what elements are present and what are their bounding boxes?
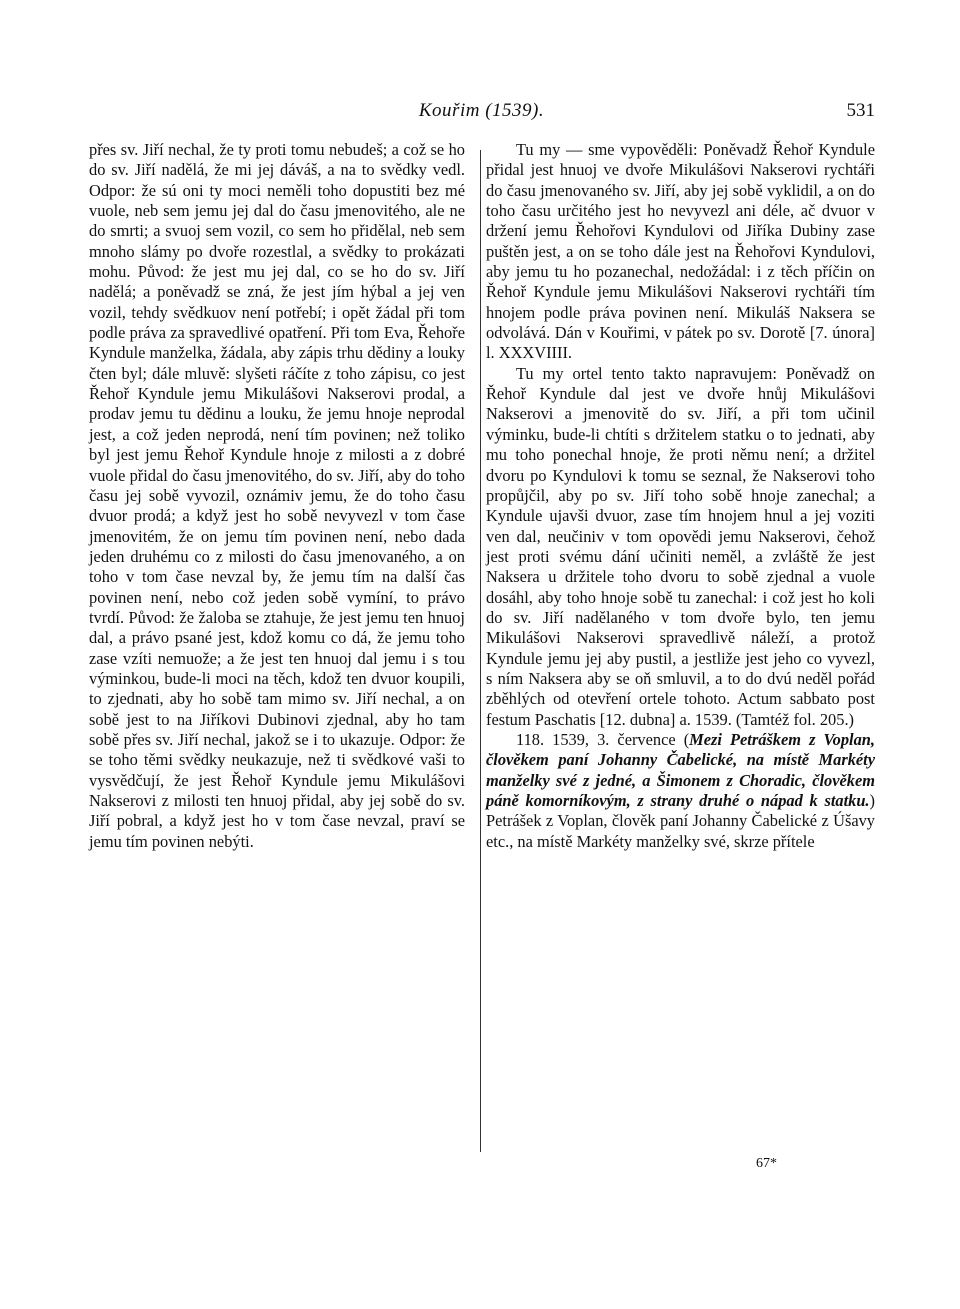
page-number: 531	[846, 100, 875, 121]
right-column	[486, 140, 875, 852]
running-head	[88, 100, 875, 126]
running-title: Kouřim (1539).	[418, 100, 545, 121]
case-118-text: ) Petrášek z Voplan, člověk paní Johanny Čabelické z Úšavy etc., na místě Markéty manželky své, skrze přítele	[486, 791, 875, 851]
left-column-text: přes sv. Jiří nechal, že ty proti tomu nebudeš; a což se ho do sv. Jiří nadělá, že mi jej dáváš, a na to svědky vedl. Odpor: že sú oni ty moci neměli toho dopustiti bez mé vuole, neb sem jemu jej dal do času jmenovitého, ale ne do smrti; a svuoj sem vozil, co sem ho přidělal, neb sem mnoho slámy po dvoře rozestlal, a svědky to prokázati mohu. Původ: že jest mu jej dal, co se ho do sv. Jiří nadělá; a poněvadž se zná, že jest jím hýbal a jej ven vozil, tehdy svědkuov není potřebí; i opět žádal při tom podle práva za spravedlivé opatření. Při tom Eva, Řehoře Kyndule manželka, žádala, aby zápis trhu dědiny a louky čten byl; dále mluvě: slyšeti ráčíte z toho zápisu, co jest Řehoř Kyndule jemu Mikulášovi Nakserovi prodal, a prodav jemu tu dědinu a louku, že jemu hnoje neprodal jest, a což jeden neprodá, není tím povinen; než toliko byl jest jemu Řehoř Kyndule hnoje z milosti a z dobré vuole přidal do času jmenovitého, do sv. Jiří, aby do toho času jej sobě vyvozil, oznámiv jemu, že do toho času dvuor prodá; a když jest ho sobě nevyvezl v tom čase jmenovitém, že on jemu tím povinen není, nebo dada jeden druhému co z milosti do času jmenovaného, a on toho v tom čase nevzal by, že jemu tím na další čas povinen není, nebo což jeden sobě vymíní, to právo tvrdí. Původ: že žaloba se ztahuje, že jest jemu ten hnuoj dal, a právo psané jest, kdož komu co dá, že jemu toho zase vzíti nemuože; a že jest ten hnuoj dal jemu i s tou výminkou, bude-li moci na těch, kdož ten dvuor koupili, to zjednati, aby ho sobě tam mimo sv. Jiří nechal, a on sobě jest to na Jiříkovi Dubinovi zjednal, aby ho tam sobě přes sv. Jiří nechal, jakož se i to ukazuje. Odpor: že se toho těmi svědky neukazuje, než ti svědkové vaši to vysvědčují, že jest Řehoř Kyndule jemu Mikulášovi Nakserovi z milosti ten hnuoj přidal, aby jej sobě do sv. Jiří pobral, a když jest ho v tom čase nevzal, praví se jemu tím povinen nebýti.	[89, 140, 465, 851]
case-118-title: Mezi Petráškem z Voplan, člověkem paní Johanny Čabelické, na místě Markéty manželky své z jedné, a Šimonem z Choradic, člověkem páně komorníkovým, z strany druhé o nápad k statku.	[486, 729, 875, 810]
verdict-paragraph: Tu my — sme vypověděli: Poněvadž Řehoř Kyndule přidal jest hnuoj ve dvoře Mikulášovi Nakserovi rychtáři do času jmenovaného sv. Jiří, aby jej sobě vyklidil, a on do toho času určitého jest ho nevyvezl ani déle, ač dvuor v držení jemu Řehořovi Kyndulovi od Jiříka Dubiny zase puštěn jest, a on se toho dále jest na Řehořovi Kyndulovi, aby jemu tu ho pozanechal, nedožádal: i z těch příčin on Řehoř Kyndule jemu Mikulášovi Nakserovi rychtáři tím hnojem podle práva povinen není. Mikuláš Naksera se odvolává. Dán v Kouřimi, v pátek po sv. Dorotě [7. února] l. XXXVIIII.	[486, 140, 875, 363]
column-divider	[480, 150, 481, 1152]
case-118-paragraph	[486, 730, 875, 852]
case-118-prefix: 118. 1539, 3. července (	[516, 729, 690, 749]
appeal-paragraph: Tu my ortel tento takto napravujem: Poněvadž on Řehoř Kyndule dal jest ve dvoře hnůj Mikulášovi Nakserovi a jmenovitě do sv. Jiří, a při tom učinil výminku, bude-li chtíti s držitelem statku o to jednati, aby mu toho ponechal hnoje, že proti němu není; a držitel dvoru po Kyndulovi k tomu se seznal, že Nakserovi toho propůjčil, aby po sv. Jiří toho sobě hnoje zanechal; a Kyndule ujavši dvuor, zase tím hnojem hnul a jej voziti ven dal, neučiniv v tom opovědi jemu Nakserovi, čehož jest proti svému dání učiniti neměl, a zvláště že jest Naksera u držitele toho dvoru to sobě zjednal a vuole dosáhl, aby toho hnoje sobě tu zanechal: i což jest ho koli do sv. Jiří nadělaného v tom dvoře bylo, ten jemu Mikulášovi Nakserovi spravedlivě náleží, a protož Kyndule jemu jej aby pustil, a jestliže jest jeho co vyvezl, s ním Naksera aby se oň smluvil, a to do dvú neděl pořád zběhlých od otevření ortele tohoto. Actum sabbato post festum Paschatis [12. dubna] a. 1539. (Tamtéž fol. 205.)	[486, 363, 875, 729]
left-column	[89, 140, 465, 852]
signature-mark: 67*	[756, 1156, 777, 1171]
